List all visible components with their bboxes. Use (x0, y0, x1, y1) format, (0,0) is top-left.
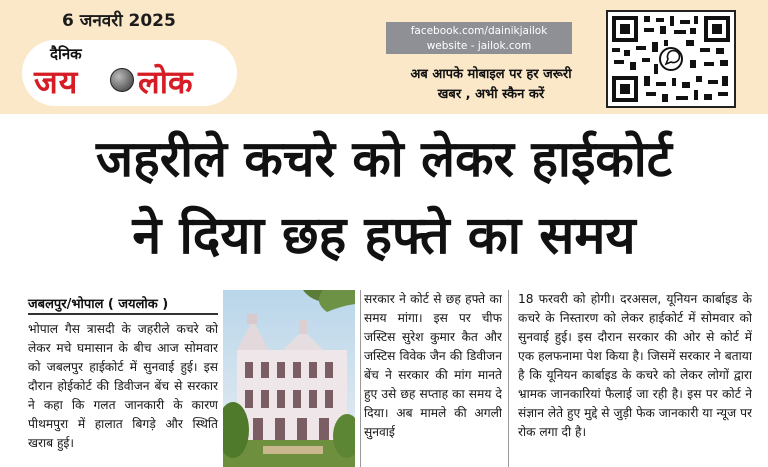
logo-word-1: जय (34, 63, 79, 101)
scan-tagline-2: खबर , अभी स्कैन करें (437, 87, 545, 102)
dateline: जबलपुर/भोपाल ( जयलोक ) (28, 294, 174, 312)
article-column-3: 18 फरवरी को होगी। दरअसल, यूनियन कार्बाइड के कचरे के निस्तारण को लेकर हाईकोर्ट में सोमवार को सुनवाई हुई। इस दौरान सरकार की ओर से कोर्ट में एक हलफनामा पेश किया है। जिसमें सरकार ने बताया है कि यूनियन कार्बाइड के कचरे को लेकर लोगों द्वारा भ्रामक जानकारियां फैलाई जा रही है। इस पर कोर्ट ने संज्ञान लेते हुए मुद्दे से जुड़ी फेक जानकारी या न्यूज पर रोक लगा दी है। (518, 292, 752, 439)
globe-icon (110, 68, 134, 92)
article-column-1: भोपाल गैस त्रासदी के जहरीले कचरे को लेकर मचे घमासान के बीच आज सोमवार को जबलपुर हाईकोर्ट में सुनवाई हुई। इस दौरान होईकोर्ट की डिवीजन बेंच से सरकार ने कहा कि गलत जानकारी के कारण पीथमपुरा में हालात बिगड़े और स्थिति खराब हुई। (28, 322, 218, 450)
article-column-2: सरकार ने कोर्ट से छह हफ्ते का समय मांगा। इस पर चीफ जस्टिस सुरेश कुमार कैत और जस्टिस विवेक जैन की डिवीजन बेंच ने सरकार की मांग मानते हुए उसे छह सप्ताह का समय दे दिया। अब मामले की अगली सुनवाई (364, 292, 502, 439)
headline-line-2: ने दिया छह हफ्ते का समय (132, 206, 636, 266)
logo-word-2: लोक (138, 63, 193, 101)
facebook-link[interactable]: facebook.com/dainikjailok (410, 25, 548, 37)
website-link[interactable]: website - jailok.com (426, 40, 532, 52)
column-divider-2 (508, 290, 509, 467)
scan-tagline-1: अब आपके मोबाइल पर हर जरूरी (410, 67, 572, 82)
dateline-rule (28, 313, 218, 315)
logo-prefix: दैनिक (50, 45, 82, 63)
headline-line-1: जहरीले कचरे को लेकर हाईकोर्ट (96, 130, 672, 188)
issue-date: 6 जनवरी 2025 (62, 11, 176, 31)
social-links-box (386, 22, 572, 54)
qr-code-icon[interactable] (606, 10, 736, 108)
column-divider-1 (360, 290, 361, 467)
high-court-photo (223, 290, 355, 467)
